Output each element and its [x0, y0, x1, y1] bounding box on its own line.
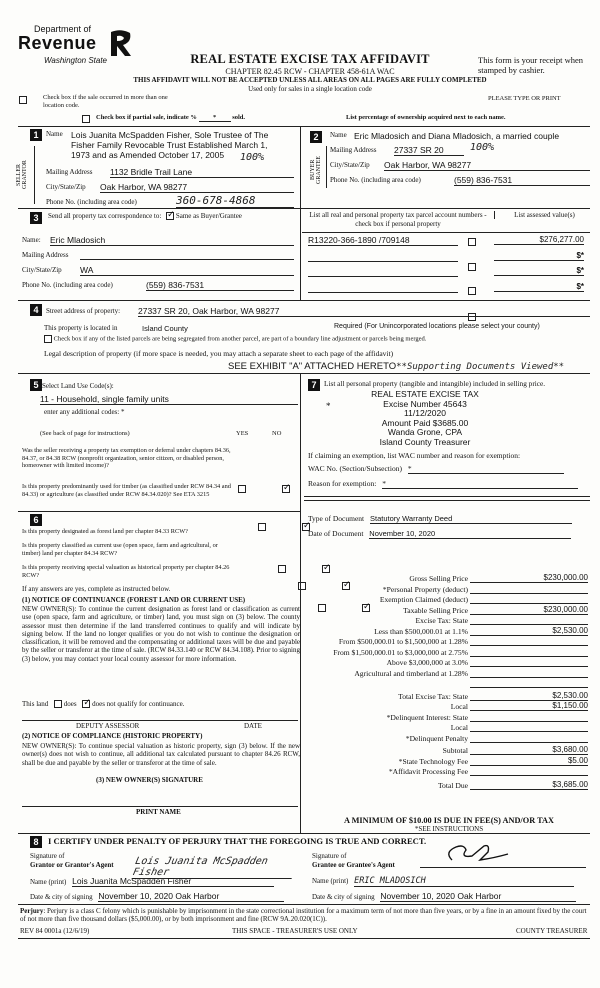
corr-mailing-label: Mailing Address — [22, 251, 69, 259]
doc-type[interactable]: Statutory Warranty Deed — [370, 514, 572, 524]
calc-row-value[interactable] — [470, 594, 588, 604]
seller-side-label: SELLER GRANTOR — [16, 160, 28, 190]
calc-row-value[interactable]: $230,000.00 — [470, 573, 588, 583]
parcel-number[interactable]: R13220-366-1890 /709148 — [308, 235, 458, 246]
calc-row-value[interactable] — [470, 636, 588, 646]
does-not-qualify-checkbox[interactable] — [82, 700, 90, 708]
grantee-name[interactable]: ERIC MLADOSICH — [354, 876, 574, 887]
doc-date-row: Date of Document November 10, 2020 — [308, 529, 571, 539]
parcel-header: List all real and personal property tax parcel account numbers - check box if personal property — [309, 211, 487, 228]
calc-row-label: *Personal Property (deduct) — [382, 584, 468, 594]
stamp-line: Excise Number 45643 — [383, 398, 467, 409]
segregated-label: Check box if any of the listed parcels are being segregated from another parcel, are part of a boundary line adjustment or parcels being merged. — [53, 335, 427, 343]
assessed-value[interactable]: $* — [494, 266, 584, 276]
calc-row-value[interactable]: $5.00 — [470, 756, 588, 766]
calc-row-label: Above $3,000,000 at 3.0% — [386, 658, 468, 667]
buyer-side-label: BUYER GRANTEE — [310, 156, 322, 184]
q1-no-checkbox[interactable] — [282, 485, 290, 493]
same-as-buyer-checkbox[interactable] — [166, 212, 174, 220]
section-3-badge: 3 — [30, 212, 42, 224]
list-pct-note: List percentage of ownership acquired next to each name. — [346, 114, 506, 121]
buyer-city-label: City/State/Zip — [330, 161, 370, 169]
grantor-date-row: Date & city of signing November 10, 2020 Oak Harbor — [30, 891, 284, 902]
buyer-pct[interactable]: 100% — [470, 142, 495, 153]
stamp-line: Wanda Grone, CPA — [387, 427, 463, 437]
land-use-code[interactable]: 11 - Household, single family units — [40, 394, 298, 405]
partial-sale-label: Check box if partial sale, indicate % * sold. — [96, 114, 246, 121]
legal-description-label: Legal description of property (if more space is needed, you may attach a separate sheet to each page of the affidavit) — [44, 349, 394, 358]
personal-property-checkbox[interactable] — [468, 238, 476, 246]
dor-logo-icon — [108, 28, 134, 58]
additional-codes[interactable]: * — [120, 408, 125, 416]
buyer-phone-label: Phone No. (including area code) — [330, 176, 421, 184]
notice-compliance-body: NEW OWNER(S): To continue special valuation as historic property, sign (3) below. If the new owner(s) does not wish to continue, all additional tax calculated pursuant to chapter 84.26 RCW, shall be due and payable by the seller or transferor at the time of sale. — [22, 742, 300, 767]
notice-continuance-title: (1) NOTICE OF CONTINUANCE (FOREST LAND OR CURRENT USE) — [22, 596, 246, 604]
located-in-label: This property is located in — [44, 324, 118, 332]
calc-row-label: Gross Selling Price — [409, 574, 468, 583]
print-name-label: PRINT NAME — [136, 808, 181, 816]
personal-property-label: List all personal property (tangible and intangible) included in selling price. — [324, 379, 546, 388]
buyer-mailing[interactable]: 27337 SR 20 — [394, 145, 464, 156]
partial-sale-pct[interactable]: * — [199, 114, 231, 122]
section-4-badge: 4 — [30, 304, 42, 316]
corr-phone-label: Phone No. (including area code) — [22, 281, 113, 289]
grantee-name-row: Name (print) ERIC MLADOSICH — [312, 876, 574, 887]
buyer-mailing-label: Mailing Address — [330, 146, 377, 154]
section-8-badge: 8 — [30, 836, 42, 848]
grantor-name[interactable]: Lois Juanita McSpadden Fisher — [72, 876, 274, 887]
grantor-signature[interactable]: Lois Juanita McSpadden Fisher — [132, 856, 297, 879]
calc-row-label: Total Due — [437, 780, 468, 790]
seller-city-label: City/State/Zip — [46, 183, 86, 191]
calc-row-label: Local — [450, 723, 468, 732]
street-label: Street address of property: — [46, 307, 121, 315]
calc-row-label: From $1,500,000.01 to $3,000,000 at 2.75% — [333, 647, 468, 657]
corr-city[interactable]: WA — [80, 265, 294, 276]
calc-row-value[interactable] — [470, 615, 588, 625]
assessed-value[interactable]: $276,277.00 — [494, 235, 584, 245]
see-instructions: *SEE INSTRUCTIONS — [414, 825, 484, 833]
buyer-city[interactable]: Oak Harbor, WA 98277 — [384, 160, 590, 171]
seller-mailing-label: Mailing Address — [46, 168, 93, 176]
calc-row-value[interactable] — [470, 678, 588, 688]
calc-row-label: *Affidavit Processing Fee — [388, 767, 468, 776]
calc-row-label: Taxable Selling Price — [403, 605, 468, 615]
grantee-signature[interactable] — [420, 846, 586, 868]
corr-name-label: Name: — [22, 236, 41, 244]
yes-header: YES — [236, 430, 249, 437]
please-type: PLEASE TYPE OR PRINT — [488, 95, 561, 102]
certify-statement: I CERTIFY UNDER PENALTY OF PERJURY THAT THE FOREGOING IS TRUE AND CORRECT. — [48, 836, 427, 846]
calc-row-label: From $500,000.01 to $1,500,000 at 1.28% — [338, 637, 468, 646]
corr-name[interactable]: Eric Mladosich — [50, 235, 294, 246]
reason-row: Reason for exemption: * — [308, 479, 578, 489]
parcel-number[interactable] — [308, 251, 458, 262]
q2-yes-checkbox[interactable] — [258, 523, 266, 531]
calc-row-value[interactable] — [470, 657, 588, 667]
doc-type-row: Type of Document Statutory Warranty Deed — [308, 514, 572, 524]
calc-row-label: Less than $500,000.01 at 1.1% — [374, 626, 468, 636]
receipt-note: This form is your receipt when stamped by cashier. — [478, 55, 584, 75]
seller-phone[interactable]: 360-678-4868 — [176, 194, 294, 208]
treasurer-stamp — [340, 390, 510, 447]
partial-sale-checkbox[interactable] — [82, 114, 90, 123]
multi-location-checkbox[interactable] — [19, 95, 27, 104]
wac-row: WAC No. (Section/Subsection) * — [308, 464, 564, 474]
forest-yes-checkbox[interactable] — [278, 565, 286, 573]
seller-mailing[interactable]: 1132 Bridle Trail Lane — [110, 167, 294, 178]
parcel-number[interactable] — [308, 282, 458, 293]
form-chapter: CHAPTER 82.45 RCW - CHAPTER 458-61A WAC — [225, 67, 395, 76]
notice-compliance-title: (2) NOTICE OF COMPLIANCE (HISTORIC PROPERTY) — [22, 732, 203, 740]
timber-question: Is this property predominantly used for timber (as classified under RCW 84.34 and 84.33) or agriculture (as classified under RCW 84.34.020)? See ETA 3215 — [22, 483, 231, 498]
street-address[interactable]: 27337 SR 20, Oak Harbor, WA 98277 — [138, 306, 590, 317]
assessed-header: List assessed value(s) — [494, 211, 590, 219]
multi-location-label: Check box if the sale occurred in more than one location code. — [43, 94, 168, 109]
grantee-date-row: Date & city of signing November 10, 2020 Oak Harbor — [312, 891, 576, 902]
calc-row-value[interactable] — [470, 733, 588, 743]
perjury-note: Perjury: Perjury is a class C felony which is punishable by imprisonment in the state correctional institution for a maximum term of not more than five years, or by a fine in an amount fixed by the court of not more than five thousand dollars ($5,000.00), or by both imprisonment and fine (RCW 9A.20.020(1C)). — [20, 907, 587, 924]
buyer-name-label: Name — [330, 131, 347, 139]
calc-row-label: Agricultural and timberland at 1.28% — [354, 668, 468, 678]
grantor-name-row: Name (print) Lois Juanita McSpadden Fisher — [30, 876, 274, 887]
section-7-badge: 7 — [308, 379, 320, 391]
calc-row-value[interactable] — [470, 647, 588, 657]
does-qualify-checkbox[interactable] — [54, 700, 62, 708]
doc-date[interactable]: November 10, 2020 — [369, 529, 571, 539]
calc-row-value[interactable]: $1,150.00 — [470, 701, 588, 711]
stamp-star: * — [326, 401, 331, 411]
seller-name-label: Name — [46, 130, 63, 138]
section-1-badge: 1 — [30, 129, 42, 141]
calc-row-label: Total Excise Tax: State — [398, 691, 468, 701]
buyer-name[interactable]: Eric Mladosich and Diana Mladosich, a married couple — [354, 131, 560, 141]
no-header: NO — [272, 430, 282, 437]
calc-row-label: Excise Tax: State — [415, 616, 468, 625]
form-number: REV 84 0001a (12/6/19) — [20, 927, 90, 935]
new-owner-signature-label: (3) NEW OWNER(S) SIGNATURE — [96, 776, 203, 784]
grantor-sig-label: Signature of Grantor or Grantor's Agent — [30, 852, 114, 869]
minimum-note: A MINIMUM OF $10.00 IS DUE IN FEE(S) AND/OR TAX — [343, 816, 555, 825]
form-warning: THIS AFFIDAVIT WILL NOT BE ACCEPTED UNLESS ALL AREAS ON ALL PAGES ARE FULLY COMPLETED — [133, 76, 487, 84]
corr-phone[interactable]: (559) 836-7531 — [146, 280, 294, 291]
historic-no-checkbox[interactable] — [362, 604, 370, 612]
calc-row-value[interactable]: $2,530.00 — [470, 626, 588, 636]
if-yes-note: If any answers are yes, complete as instructed below. — [22, 585, 171, 593]
forest-question: Is this property designated as forest land per chapter 84.33 RCW? — [22, 528, 188, 535]
calc-row-value[interactable] — [470, 722, 588, 732]
reason-exemption[interactable]: * — [382, 479, 578, 489]
grantor-date[interactable]: November 10, 2020 Oak Harbor — [98, 891, 284, 902]
form-title: REAL ESTATE EXCISE TAX AFFIDAVIT — [190, 52, 430, 66]
historic-question: Is this property receiving special valuation as historical property per chapter 84.26 RCW? — [22, 564, 230, 579]
calc-row-value[interactable] — [470, 584, 588, 594]
county-treasurer: COUNTY TREASURER — [516, 927, 588, 935]
forest-no-checkbox[interactable] — [322, 565, 330, 573]
assessed-value[interactable]: $* — [494, 251, 584, 261]
seller-name[interactable]: Lois Juanita McSpadden Fisher, Sole Trustee of The Fisher Family Revocable Trust Established March 1, 1973 and as Amended October 17, 2005 — [71, 130, 269, 160]
historic-yes-checkbox[interactable] — [318, 604, 326, 612]
county-select[interactable]: Island County — [142, 324, 188, 333]
dept-line1: Department of — [34, 24, 92, 34]
corr-mailing[interactable] — [80, 250, 294, 260]
calc-row-value[interactable]: $2,530.00 — [470, 691, 588, 701]
seller-phone-label: Phone No. (including area code) — [46, 198, 137, 206]
current-use-question: Is this property classified as current use (open space, farm and agricultural, or timber) land per chapter 84.34 RCW? — [22, 542, 218, 557]
stamp-line: Island County Treasurer — [379, 436, 471, 447]
treasurer-space: THIS SPACE - TREASURER'S USE ONLY — [232, 927, 358, 935]
calc-row-label: *Delinquent Interest: State — [386, 712, 468, 722]
buyer-phone[interactable]: (559) 836-7531 — [454, 175, 590, 186]
seller-city[interactable]: Oak Harbor, WA 98277 — [100, 182, 294, 193]
stamp-line: 11/12/2020 — [404, 408, 446, 418]
segregated-row — [44, 335, 426, 343]
wac-number[interactable]: * — [408, 464, 564, 474]
see-back-label: (See back of page for instructions) — [40, 430, 130, 437]
deputy-assessor-label: DEPUTY ASSESSOR — [76, 722, 140, 730]
calc-row-label: Local — [450, 702, 468, 711]
required-note: Required (For Unincorporated locations please select your county) — [334, 323, 540, 330]
grantee-sig-label: Signature of Grantee or Grantee's Agent — [312, 852, 395, 869]
calc-row-value[interactable] — [470, 668, 588, 678]
grantee-date[interactable]: November 10, 2020 Oak Harbor — [380, 891, 576, 902]
segregated-checkbox[interactable] — [44, 335, 52, 343]
calc-row-label: *State Technology Fee — [398, 756, 468, 766]
calc-row-label: Subtotal — [442, 746, 468, 755]
stamp-line: REAL ESTATE EXCISE TAX — [371, 389, 479, 399]
form-subnote: Used only for sales in a single location code — [248, 85, 372, 93]
calc-row-label: Exemption Claimed (deduct) — [379, 595, 468, 604]
additional-codes-label: enter any additional codes: * — [44, 408, 261, 416]
calc-row-label: *Delinquent Penalty — [405, 733, 468, 743]
deputy-date-label: DATE — [244, 722, 262, 730]
personal-property-checkbox[interactable] — [468, 287, 476, 295]
continuance-row: This land does ✓ does not qualify for continuance. — [22, 700, 184, 708]
dept-line3: Washington State — [44, 56, 108, 65]
section-5-badge: 5 — [30, 379, 42, 391]
grantee-signature-scribble — [442, 842, 522, 866]
legal-description[interactable]: SEE EXHIBIT "A" ATTACHED HERETO**Supporting Documents Viewed** — [228, 361, 565, 372]
corr-city-label: City/State/Zip — [22, 266, 62, 274]
calc-row-value[interactable] — [470, 766, 588, 776]
calc-row-value[interactable]: $3,685.00 — [470, 780, 588, 790]
calc-row-value[interactable]: $230,000.00 — [470, 605, 588, 615]
section-6-badge: 6 — [30, 514, 42, 526]
stamp-line: Amount Paid $3685.00 — [381, 417, 469, 428]
personal-property-checkbox[interactable] — [468, 263, 476, 271]
send-correspondence-label: Send all property tax correspondence to: ✓ Same as Buyer/Grantee — [48, 212, 242, 220]
exemption-claim-label: If claiming an exemption, list WAC number and reason for exemption: — [308, 451, 521, 460]
section-2-badge: 2 — [310, 131, 322, 143]
dor-logo — [14, 24, 134, 72]
notice-continuance-body: NEW OWNER(S): To continue the current designation as forest land or classification as current use (open space, farm and agriculture, or timber) land, you must sign on (3) below. The county assessor must then determine if the land transferred continues to qualify and will indicate by signing below. If the land no longer qualifies or you do not wish to continue the designation or classification, it will be removed and the compensating or additional taxes will be due and payable by the seller or transferor at the time of sale. (RCW 84.33.140 or RCW 84.34.108). Prior to signing (3) below, you may contact your local county assessor for more information. — [22, 605, 300, 663]
seller-pct[interactable]: 100% — [240, 152, 265, 163]
parcel-number[interactable] — [308, 266, 458, 277]
q1-yes-checkbox[interactable] — [238, 485, 246, 493]
land-use-label: Select Land Use Code(s): — [42, 382, 114, 390]
dept-line2: Revenue — [18, 33, 97, 53]
calc-row-value[interactable] — [470, 712, 588, 722]
calc-row-value[interactable]: $3,680.00 — [470, 745, 588, 755]
current-use-no-checkbox[interactable] — [342, 582, 350, 590]
assessed-value[interactable]: $* — [494, 282, 584, 292]
exemption-question: Was the seller receiving a property tax exemption or deferral under chapters 84.36, 84.37, or 84.38 RCW (nonprofit organization, senior citizen, or disabled person, homeowner with limited income)? — [22, 447, 231, 469]
